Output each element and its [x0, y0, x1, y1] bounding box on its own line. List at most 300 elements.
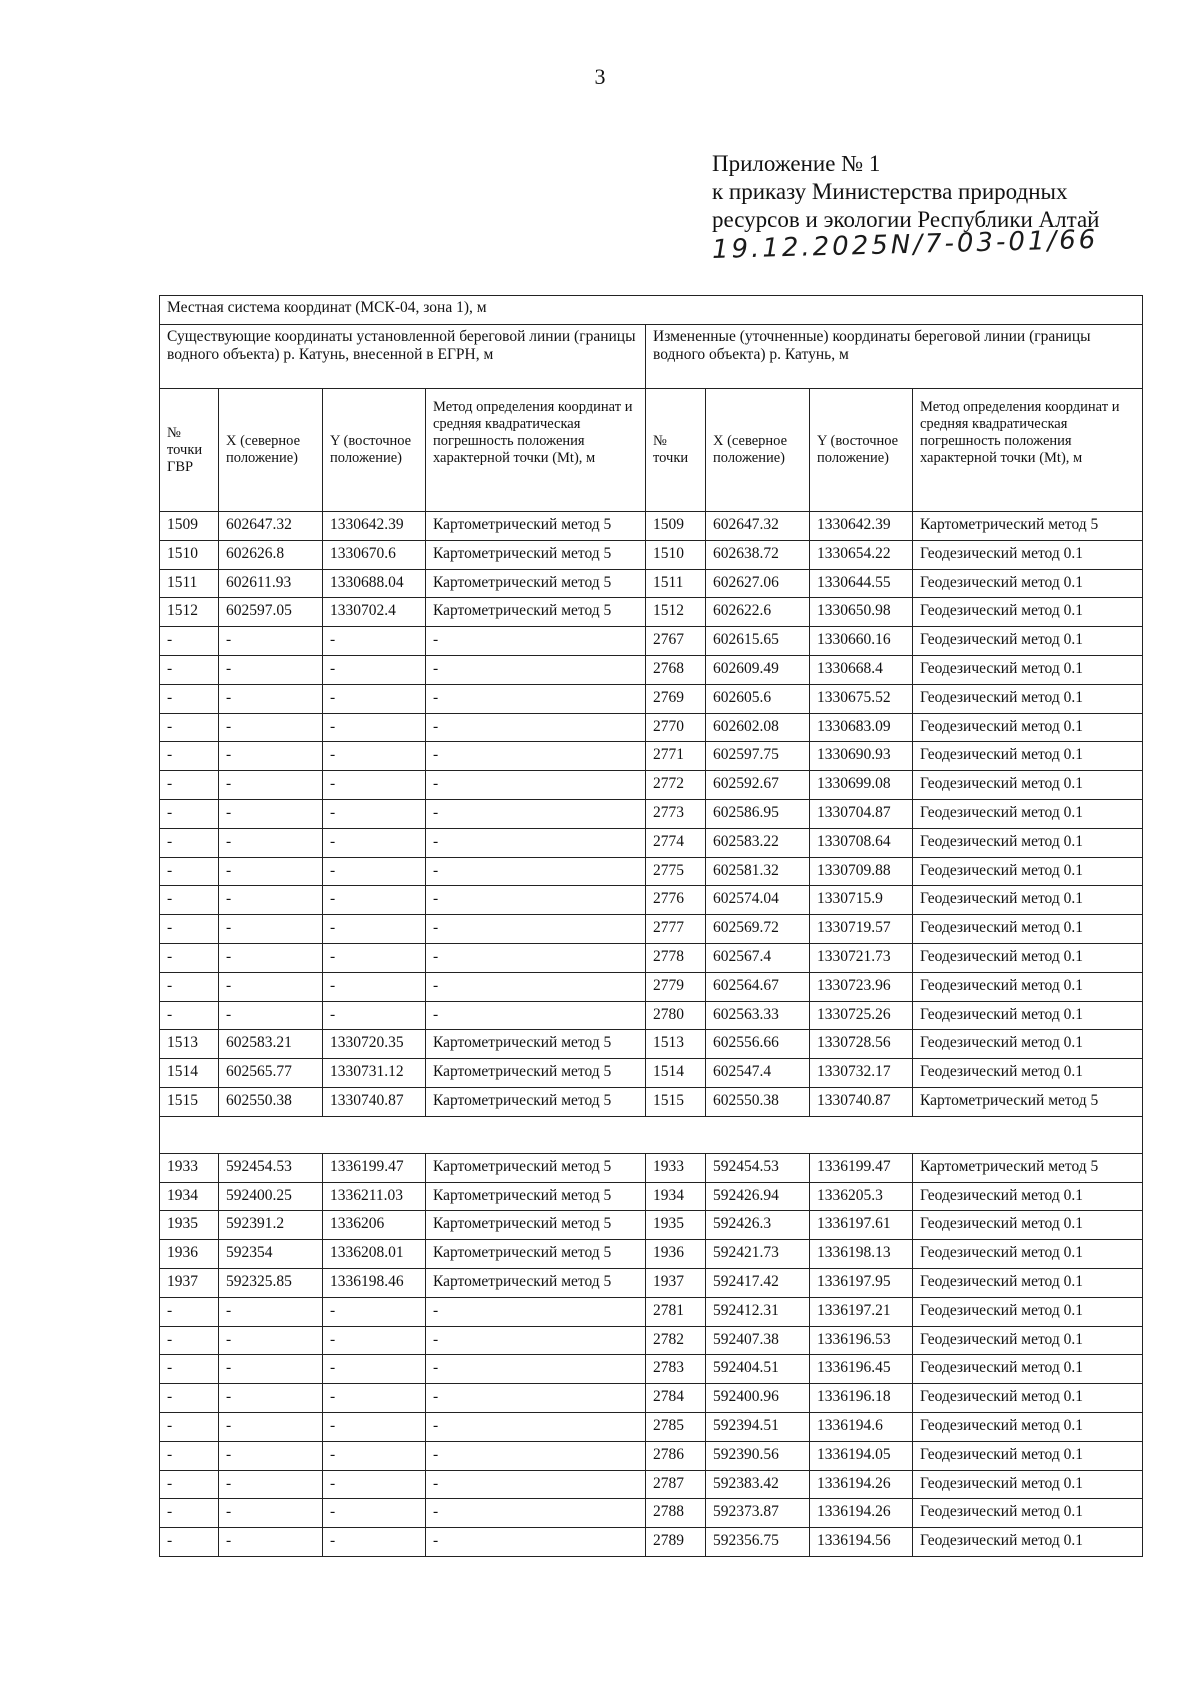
x-changed-cell: 592383.42	[706, 1470, 810, 1499]
y-changed-cell: 1336194.26	[810, 1499, 913, 1528]
table-row	[160, 684, 1143, 713]
point-gvr-cell: -	[160, 655, 219, 684]
y-changed-cell: 1336199.47	[810, 1153, 913, 1182]
y-cell: 1336208.01	[323, 1240, 426, 1269]
table-row	[160, 1268, 1143, 1297]
method-cell: -	[426, 1297, 646, 1326]
y-changed-cell: 1330715.9	[810, 886, 913, 915]
point-gvr-cell: -	[160, 943, 219, 972]
x-changed-cell: 592400.96	[706, 1384, 810, 1413]
y-changed-cell: 1330728.56	[810, 1030, 913, 1059]
point-gvr-cell: 1935	[160, 1211, 219, 1240]
point-cell: 1935	[646, 1211, 706, 1240]
table-row	[160, 540, 1143, 569]
table-row	[160, 1240, 1143, 1269]
y-cell: -	[323, 972, 426, 1001]
x-cell: -	[219, 915, 323, 944]
point-gvr-cell: -	[160, 627, 219, 656]
method-cell: -	[426, 1355, 646, 1384]
x-cell: -	[219, 1355, 323, 1384]
point-cell: 1515	[646, 1087, 706, 1116]
method-cell: Картометрический метод 5	[426, 1059, 646, 1088]
x-changed-cell: 592390.56	[706, 1441, 810, 1470]
method-changed-cell: Геодезический метод 0.1	[913, 1030, 1143, 1059]
x-cell: 592400.25	[219, 1182, 323, 1211]
method-changed-cell: Геодезический метод 0.1	[913, 1297, 1143, 1326]
x-changed-cell: 602550.38	[706, 1087, 810, 1116]
method-cell: -	[426, 1441, 646, 1470]
method-cell: -	[426, 1470, 646, 1499]
y-changed-cell: 1336196.18	[810, 1384, 913, 1413]
point-gvr-cell: -	[160, 1297, 219, 1326]
method-changed-cell: Геодезический метод 0.1	[913, 742, 1143, 771]
point-cell: 1934	[646, 1182, 706, 1211]
x-cell: 592391.2	[219, 1211, 323, 1240]
method-changed-cell: Геодезический метод 0.1	[913, 713, 1143, 742]
table-row	[160, 512, 1143, 541]
y-cell: -	[323, 684, 426, 713]
y-changed-cell: 1330708.64	[810, 828, 913, 857]
col-header-method-changed: Метод определения координат и средняя квадратическая погрешность положения характерной точки (Mt), м	[913, 389, 1143, 512]
table-row	[160, 857, 1143, 886]
method-cell: -	[426, 771, 646, 800]
y-changed-cell: 1336198.13	[810, 1240, 913, 1269]
point-gvr-cell: 1513	[160, 1030, 219, 1059]
method-changed-cell: Геодезический метод 0.1	[913, 1528, 1143, 1557]
method-changed-cell: Геодезический метод 0.1	[913, 1211, 1143, 1240]
y-changed-cell: 1330654.22	[810, 540, 913, 569]
x-changed-cell: 602547.4	[706, 1059, 810, 1088]
point-gvr-cell: 1515	[160, 1087, 219, 1116]
point-cell: 2783	[646, 1355, 706, 1384]
x-cell: -	[219, 1499, 323, 1528]
x-cell: 602611.93	[219, 569, 323, 598]
y-cell: -	[323, 713, 426, 742]
table-row	[160, 1087, 1143, 1116]
group-changed-coordinates: Измененные (уточненные) координаты береговой линии (границы водного объекта) р. Катунь, м	[646, 325, 1143, 389]
y-cell: -	[323, 1001, 426, 1030]
y-changed-cell: 1330721.73	[810, 943, 913, 972]
table-row	[160, 1297, 1143, 1326]
table-row	[160, 1355, 1143, 1384]
point-cell: 2769	[646, 684, 706, 713]
x-cell: 602597.05	[219, 598, 323, 627]
y-cell: -	[323, 943, 426, 972]
y-changed-cell: 1330740.87	[810, 1087, 913, 1116]
table-row	[160, 1326, 1143, 1355]
point-gvr-cell: -	[160, 684, 219, 713]
y-changed-cell: 1336196.45	[810, 1355, 913, 1384]
y-changed-cell: 1330675.52	[810, 684, 913, 713]
y-changed-cell: 1330725.26	[810, 1001, 913, 1030]
x-changed-cell: 602556.66	[706, 1030, 810, 1059]
coordinate-system-title: Местная система координат (МСК-04, зона 1), м	[160, 296, 1143, 325]
x-cell: -	[219, 627, 323, 656]
y-changed-cell: 1330644.55	[810, 569, 913, 598]
method-changed-cell: Геодезический метод 0.1	[913, 1001, 1143, 1030]
point-cell: 2776	[646, 886, 706, 915]
col-header-y-changed: Y (восточное положение)	[810, 389, 913, 512]
method-cell: -	[426, 1001, 646, 1030]
y-changed-cell: 1330660.16	[810, 627, 913, 656]
method-changed-cell: Картометрический метод 5	[913, 512, 1143, 541]
x-cell: -	[219, 972, 323, 1001]
x-changed-cell: 602615.65	[706, 627, 810, 656]
method-cell: Картометрический метод 5	[426, 1030, 646, 1059]
point-gvr-cell: -	[160, 857, 219, 886]
y-changed-cell: 1330690.93	[810, 742, 913, 771]
method-cell: -	[426, 1528, 646, 1557]
x-cell: -	[219, 713, 323, 742]
y-cell: 1330642.39	[323, 512, 426, 541]
point-gvr-cell: -	[160, 1441, 219, 1470]
col-header-y: Y (восточное положение)	[323, 389, 426, 512]
method-cell: -	[426, 627, 646, 656]
point-cell: 2770	[646, 713, 706, 742]
x-changed-cell: 602586.95	[706, 799, 810, 828]
point-gvr-cell: -	[160, 1412, 219, 1441]
x-changed-cell: 592412.31	[706, 1297, 810, 1326]
y-cell: -	[323, 771, 426, 800]
y-cell: -	[323, 627, 426, 656]
table-row	[160, 1211, 1143, 1240]
point-cell: 2777	[646, 915, 706, 944]
point-gvr-cell: 1511	[160, 569, 219, 598]
method-cell: -	[426, 1499, 646, 1528]
x-cell: 602583.21	[219, 1030, 323, 1059]
x-cell: 592325.85	[219, 1268, 323, 1297]
point-gvr-cell: -	[160, 1326, 219, 1355]
table-row	[160, 1441, 1143, 1470]
y-cell: 1330720.35	[323, 1030, 426, 1059]
method-changed-cell: Геодезический метод 0.1	[913, 1470, 1143, 1499]
method-cell: -	[426, 915, 646, 944]
method-changed-cell: Геодезический метод 0.1	[913, 1384, 1143, 1413]
x-changed-cell: 602609.49	[706, 655, 810, 684]
method-changed-cell: Геодезический метод 0.1	[913, 1182, 1143, 1211]
table-row	[160, 943, 1143, 972]
point-cell: 2768	[646, 655, 706, 684]
y-changed-cell: 1330683.09	[810, 713, 913, 742]
y-cell: -	[323, 857, 426, 886]
x-cell: 602565.77	[219, 1059, 323, 1088]
header-groups-row	[160, 325, 1143, 389]
x-cell: 602626.8	[219, 540, 323, 569]
x-changed-cell: 592426.94	[706, 1182, 810, 1211]
x-cell: 592454.53	[219, 1153, 323, 1182]
x-changed-cell: 592417.42	[706, 1268, 810, 1297]
table-row	[160, 1059, 1143, 1088]
y-cell: -	[323, 655, 426, 684]
point-gvr-cell: -	[160, 1470, 219, 1499]
point-cell: 2773	[646, 799, 706, 828]
x-changed-cell: 602647.32	[706, 512, 810, 541]
x-changed-cell: 602627.06	[706, 569, 810, 598]
method-changed-cell: Геодезический метод 0.1	[913, 684, 1143, 713]
table-row	[160, 655, 1143, 684]
table-row	[160, 1528, 1143, 1557]
x-cell: 592354	[219, 1240, 323, 1269]
method-changed-cell: Геодезический метод 0.1	[913, 943, 1143, 972]
method-changed-cell: Геодезический метод 0.1	[913, 857, 1143, 886]
table-row	[160, 799, 1143, 828]
method-changed-cell: Картометрический метод 5	[913, 1153, 1143, 1182]
y-changed-cell: 1330650.98	[810, 598, 913, 627]
method-cell: Картометрический метод 5	[426, 1240, 646, 1269]
x-changed-cell: 592394.51	[706, 1412, 810, 1441]
x-cell: -	[219, 1297, 323, 1326]
x-cell: -	[219, 771, 323, 800]
x-changed-cell: 602574.04	[706, 886, 810, 915]
method-cell: -	[426, 1326, 646, 1355]
table-row	[160, 771, 1143, 800]
x-cell: -	[219, 1528, 323, 1557]
point-cell: 1509	[646, 512, 706, 541]
appendix-title: Приложение № 1	[712, 151, 881, 176]
table-row	[160, 1030, 1143, 1059]
y-changed-cell: 1336196.53	[810, 1326, 913, 1355]
x-changed-cell: 602597.75	[706, 742, 810, 771]
x-changed-cell: 602563.33	[706, 1001, 810, 1030]
y-cell: -	[323, 1384, 426, 1413]
x-cell: -	[219, 799, 323, 828]
table-row	[160, 1001, 1143, 1030]
point-cell: 2767	[646, 627, 706, 656]
x-cell: -	[219, 943, 323, 972]
point-gvr-cell: 1514	[160, 1059, 219, 1088]
appendix-order-line: к приказу Министерства природных	[712, 179, 1068, 204]
page-number: 3	[594, 64, 606, 89]
y-cell: -	[323, 1326, 426, 1355]
point-cell: 1513	[646, 1030, 706, 1059]
y-changed-cell: 1336197.95	[810, 1268, 913, 1297]
y-cell: -	[323, 828, 426, 857]
point-cell: 2785	[646, 1412, 706, 1441]
point-cell: 1511	[646, 569, 706, 598]
point-cell: 2771	[646, 742, 706, 771]
table-row	[160, 713, 1143, 742]
y-cell: -	[323, 1441, 426, 1470]
point-cell: 2782	[646, 1326, 706, 1355]
group-existing-coordinates: Существующие координаты установленной береговой линии (границы водного объекта) р. Катунь, внесенной в ЕГРН, м	[160, 325, 646, 389]
method-changed-cell: Геодезический метод 0.1	[913, 915, 1143, 944]
y-cell: -	[323, 1297, 426, 1326]
x-changed-cell: 602583.22	[706, 828, 810, 857]
method-cell: Картометрический метод 5	[426, 512, 646, 541]
y-changed-cell: 1336194.6	[810, 1412, 913, 1441]
method-changed-cell: Геодезический метод 0.1	[913, 655, 1143, 684]
method-cell: -	[426, 742, 646, 771]
point-gvr-cell: -	[160, 828, 219, 857]
y-cell: -	[323, 886, 426, 915]
x-changed-cell: 592356.75	[706, 1528, 810, 1557]
y-changed-cell: 1336194.56	[810, 1528, 913, 1557]
method-cell: -	[426, 713, 646, 742]
point-gvr-cell: -	[160, 915, 219, 944]
method-cell: -	[426, 655, 646, 684]
table-row	[160, 569, 1143, 598]
y-changed-cell: 1330668.4	[810, 655, 913, 684]
method-changed-cell: Геодезический метод 0.1	[913, 1441, 1143, 1470]
table-row	[160, 886, 1143, 915]
point-gvr-cell: 1512	[160, 598, 219, 627]
y-cell: 1330688.04	[323, 569, 426, 598]
separator-cell	[160, 1116, 1143, 1153]
y-cell: 1330670.6	[323, 540, 426, 569]
x-changed-cell: 602581.32	[706, 857, 810, 886]
x-cell: -	[219, 1326, 323, 1355]
method-changed-cell: Геодезический метод 0.1	[913, 799, 1143, 828]
point-cell: 1936	[646, 1240, 706, 1269]
method-changed-cell: Геодезический метод 0.1	[913, 828, 1143, 857]
point-cell: 1937	[646, 1268, 706, 1297]
y-cell: -	[323, 1528, 426, 1557]
x-changed-cell: 602638.72	[706, 540, 810, 569]
y-changed-cell: 1330642.39	[810, 512, 913, 541]
point-cell: 1512	[646, 598, 706, 627]
table-row	[160, 1412, 1143, 1441]
table-row	[160, 742, 1143, 771]
point-gvr-cell: -	[160, 1355, 219, 1384]
y-cell: 1330702.4	[323, 598, 426, 627]
table-row	[160, 627, 1143, 656]
table-row	[160, 598, 1143, 627]
y-cell: 1336211.03	[323, 1182, 426, 1211]
method-changed-cell: Геодезический метод 0.1	[913, 1268, 1143, 1297]
point-gvr-cell: 1509	[160, 512, 219, 541]
point-gvr-cell: -	[160, 1499, 219, 1528]
separator-row	[160, 1116, 1143, 1153]
method-changed-cell: Геодезический метод 0.1	[913, 886, 1143, 915]
point-cell: 2788	[646, 1499, 706, 1528]
x-cell: -	[219, 1412, 323, 1441]
y-changed-cell: 1330709.88	[810, 857, 913, 886]
x-changed-cell: 602569.72	[706, 915, 810, 944]
x-changed-cell: 592404.51	[706, 1355, 810, 1384]
y-cell: -	[323, 742, 426, 771]
table-row	[160, 915, 1143, 944]
point-cell: 2787	[646, 1470, 706, 1499]
x-changed-cell: 592407.38	[706, 1326, 810, 1355]
method-cell: Картометрический метод 5	[426, 1268, 646, 1297]
y-cell: 1336206	[323, 1211, 426, 1240]
x-cell: -	[219, 1470, 323, 1499]
point-cell: 2772	[646, 771, 706, 800]
method-changed-cell: Геодезический метод 0.1	[913, 1059, 1143, 1088]
y-changed-cell: 1330699.08	[810, 771, 913, 800]
x-changed-cell: 592421.73	[706, 1240, 810, 1269]
x-cell: -	[219, 742, 323, 771]
y-changed-cell: 1336194.05	[810, 1441, 913, 1470]
y-cell: 1336199.47	[323, 1153, 426, 1182]
y-cell: 1336198.46	[323, 1268, 426, 1297]
method-cell: -	[426, 828, 646, 857]
y-cell: -	[323, 1355, 426, 1384]
table-row	[160, 1182, 1143, 1211]
method-cell: -	[426, 886, 646, 915]
point-gvr-cell: -	[160, 1528, 219, 1557]
x-cell: -	[219, 1001, 323, 1030]
x-changed-cell: 602592.67	[706, 771, 810, 800]
y-changed-cell: 1330719.57	[810, 915, 913, 944]
method-cell: -	[426, 857, 646, 886]
point-gvr-cell: -	[160, 713, 219, 742]
point-gvr-cell: -	[160, 1384, 219, 1413]
method-changed-cell: Геодезический метод 0.1	[913, 1240, 1143, 1269]
x-cell: -	[219, 1384, 323, 1413]
method-changed-cell: Геодезический метод 0.1	[913, 598, 1143, 627]
point-cell: 2784	[646, 1384, 706, 1413]
table-row	[160, 828, 1143, 857]
method-cell: Картометрический метод 5	[426, 1087, 646, 1116]
method-cell: Картометрический метод 5	[426, 598, 646, 627]
col-header-method: Метод определения координат и средняя квадратическая погрешность положения характерной точки (Mt), м	[426, 389, 646, 512]
x-changed-cell: 602567.4	[706, 943, 810, 972]
method-changed-cell: Геодезический метод 0.1	[913, 569, 1143, 598]
point-cell: 2789	[646, 1528, 706, 1557]
point-gvr-cell: -	[160, 972, 219, 1001]
point-cell: 2781	[646, 1297, 706, 1326]
x-changed-cell: 602605.6	[706, 684, 810, 713]
x-cell: 602550.38	[219, 1087, 323, 1116]
table-row	[160, 1384, 1143, 1413]
method-cell: Картометрический метод 5	[426, 1182, 646, 1211]
point-gvr-cell: 1510	[160, 540, 219, 569]
appendix-header	[712, 150, 1100, 264]
x-cell: -	[219, 655, 323, 684]
y-changed-cell: 1330704.87	[810, 799, 913, 828]
y-cell: -	[323, 799, 426, 828]
method-changed-cell: Геодезический метод 0.1	[913, 972, 1143, 1001]
x-cell: -	[219, 857, 323, 886]
x-changed-cell: 602622.6	[706, 598, 810, 627]
point-gvr-cell: -	[160, 1001, 219, 1030]
x-changed-cell: 602602.08	[706, 713, 810, 742]
y-cell: 1330731.12	[323, 1059, 426, 1088]
method-changed-cell: Геодезический метод 0.1	[913, 540, 1143, 569]
method-cell: -	[426, 1412, 646, 1441]
point-gvr-cell: 1933	[160, 1153, 219, 1182]
table-row	[160, 972, 1143, 1001]
point-cell: 2779	[646, 972, 706, 1001]
point-cell: 1514	[646, 1059, 706, 1088]
x-cell: -	[219, 886, 323, 915]
point-gvr-cell: -	[160, 742, 219, 771]
table-row	[160, 1470, 1143, 1499]
col-header-x-changed: X (северное положение)	[706, 389, 810, 512]
header-coordinate-system-row	[160, 296, 1143, 325]
method-changed-cell: Геодезический метод 0.1	[913, 1355, 1143, 1384]
point-gvr-cell: -	[160, 771, 219, 800]
method-cell: Картометрический метод 5	[426, 540, 646, 569]
method-cell: Картометрический метод 5	[426, 1211, 646, 1240]
method-cell: -	[426, 1384, 646, 1413]
method-cell: -	[426, 972, 646, 1001]
point-gvr-cell: -	[160, 799, 219, 828]
x-changed-cell: 602564.67	[706, 972, 810, 1001]
y-changed-cell: 1330732.17	[810, 1059, 913, 1088]
point-cell: 2775	[646, 857, 706, 886]
appendix-ministry-line: ресурсов и экологии Республики Алтай	[712, 207, 1100, 232]
y-cell: -	[323, 1499, 426, 1528]
y-changed-cell: 1330723.96	[810, 972, 913, 1001]
y-cell: -	[323, 1412, 426, 1441]
method-changed-cell: Геодезический метод 0.1	[913, 627, 1143, 656]
y-cell: -	[323, 1470, 426, 1499]
method-cell: -	[426, 943, 646, 972]
y-changed-cell: 1336197.61	[810, 1211, 913, 1240]
point-gvr-cell: 1937	[160, 1268, 219, 1297]
